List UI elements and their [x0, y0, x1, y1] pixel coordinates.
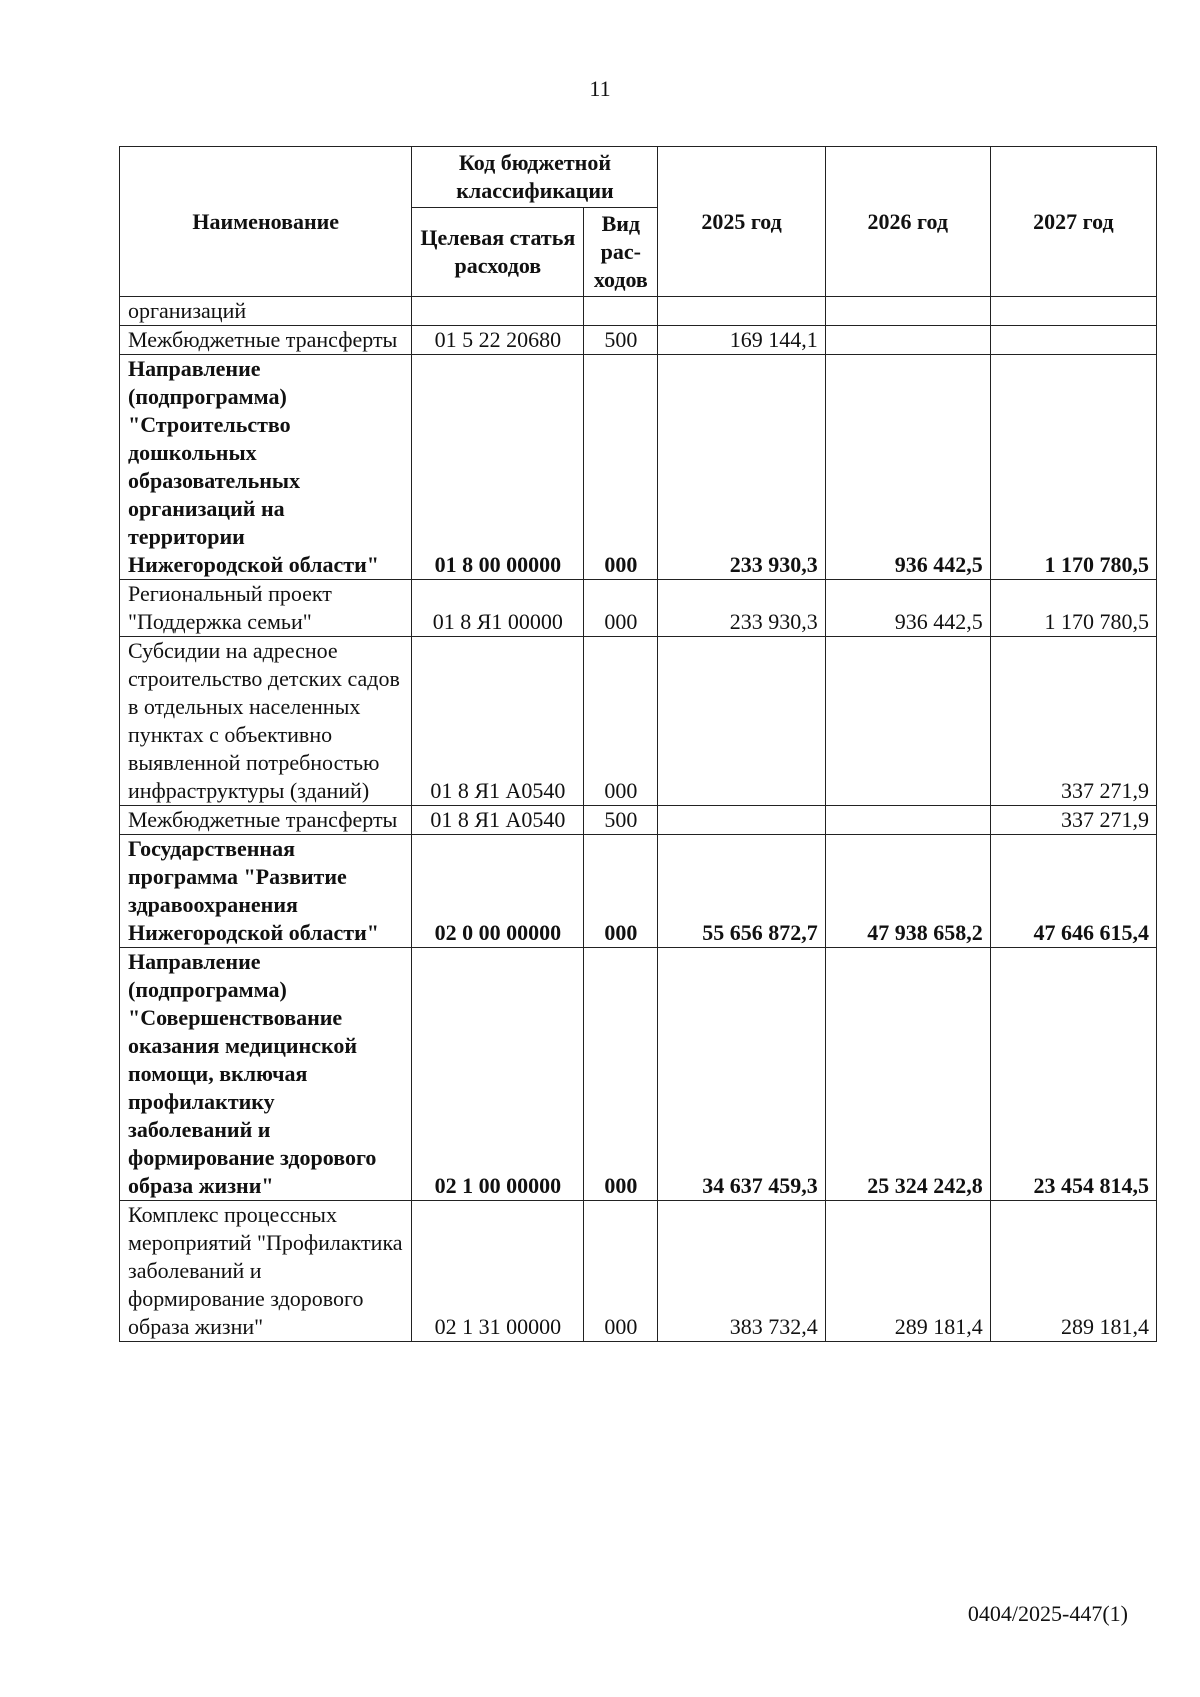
row-vid: 000	[584, 637, 658, 806]
row-2027: 47 646 615,4	[990, 835, 1156, 948]
row-name: Межбюджетные трансферты	[120, 806, 412, 835]
row-code: 02 0 00 00000	[412, 835, 584, 948]
row-2027: 23 454 814,5	[990, 948, 1156, 1201]
row-code: 02 1 31 00000	[412, 1201, 584, 1342]
header-2026: 2026 год	[825, 147, 990, 297]
row-2026	[825, 326, 990, 355]
row-2025: 383 732,4	[658, 1201, 825, 1342]
row-2025: 169 144,1	[658, 326, 825, 355]
row-code: 01 8 Я1 00000	[412, 580, 584, 637]
row-2025: 233 930,3	[658, 580, 825, 637]
header-name: Наименование	[120, 147, 412, 297]
row-2025: 233 930,3	[658, 355, 825, 580]
row-2026: 936 442,5	[825, 355, 990, 580]
table-row	[120, 580, 1157, 637]
row-code: 02 1 00 00000	[412, 948, 584, 1201]
row-2026	[825, 806, 990, 835]
row-code: 01 8 00 00000	[412, 355, 584, 580]
row-name: Направление (подпрограмма) "Совершенствование оказания медицинской помощи, включая профилактику заболеваний и формирование здорового образа жизни"	[120, 948, 412, 1201]
row-vid: 000	[584, 355, 658, 580]
row-2025: 55 656 872,7	[658, 835, 825, 948]
row-2025	[658, 297, 825, 326]
row-2025	[658, 806, 825, 835]
table-row	[120, 355, 1157, 580]
row-2025: 34 637 459,3	[658, 948, 825, 1201]
row-2027: 337 271,9	[990, 806, 1156, 835]
row-2026: 936 442,5	[825, 580, 990, 637]
row-vid: 500	[584, 326, 658, 355]
row-2025	[658, 637, 825, 806]
row-vid: 000	[584, 580, 658, 637]
row-vid: 000	[584, 948, 658, 1201]
header-kbk: Код бюджетной классификации	[412, 147, 658, 208]
row-2027	[990, 326, 1156, 355]
document-code: 0404/2025-447(1)	[967, 1601, 1128, 1626]
row-name: Государственная программа "Развитие здравоохранения Нижегородской области"	[120, 835, 412, 948]
header-2027: 2027 год	[990, 147, 1156, 297]
row-code: 01 8 Я1 А0540	[412, 806, 584, 835]
row-name: Комплекс процессных мероприятий "Профилактика заболеваний и формирование здорового образа жизни"	[120, 1201, 412, 1342]
row-2027	[990, 297, 1156, 326]
row-2027: 1 170 780,5	[990, 355, 1156, 580]
header-2025: 2025 год	[658, 147, 825, 297]
table-row	[120, 297, 1157, 326]
table-row	[120, 948, 1157, 1201]
row-vid	[584, 297, 658, 326]
row-code: 01 5 22 20680	[412, 326, 584, 355]
row-vid: 000	[584, 835, 658, 948]
row-2026: 289 181,4	[825, 1201, 990, 1342]
row-name: Межбюджетные трансферты	[120, 326, 412, 355]
row-2027: 337 271,9	[990, 637, 1156, 806]
row-code: 01 8 Я1 А0540	[412, 637, 584, 806]
row-2026	[825, 637, 990, 806]
row-vid: 500	[584, 806, 658, 835]
row-name: Региональный проект "Поддержка семьи"	[120, 580, 412, 637]
row-name: организаций	[120, 297, 412, 326]
row-2027: 1 170 780,5	[990, 580, 1156, 637]
header-target: Целевая статья расходов	[412, 208, 584, 297]
table-row	[120, 806, 1157, 835]
page-number: 11	[589, 76, 611, 101]
table-row	[120, 835, 1157, 948]
row-vid: 000	[584, 1201, 658, 1342]
table-row	[120, 326, 1157, 355]
budget-table	[119, 146, 1157, 1342]
row-2026	[825, 297, 990, 326]
table-row	[120, 637, 1157, 806]
table-row	[120, 1201, 1157, 1342]
row-2026: 25 324 242,8	[825, 948, 990, 1201]
row-name: Субсидии на адресное строительство детских садов в отдельных населенных пунктах с объективно выявленной потребностью инфраструктуры (зданий)	[120, 637, 412, 806]
row-code	[412, 297, 584, 326]
row-name: Направление (подпрограмма) "Строительство дошкольных образовательных организаций на территории Нижегородской области"	[120, 355, 412, 580]
row-2026: 47 938 658,2	[825, 835, 990, 948]
header-vid: Вид рас-ходов	[584, 208, 658, 297]
row-2027: 289 181,4	[990, 1201, 1156, 1342]
